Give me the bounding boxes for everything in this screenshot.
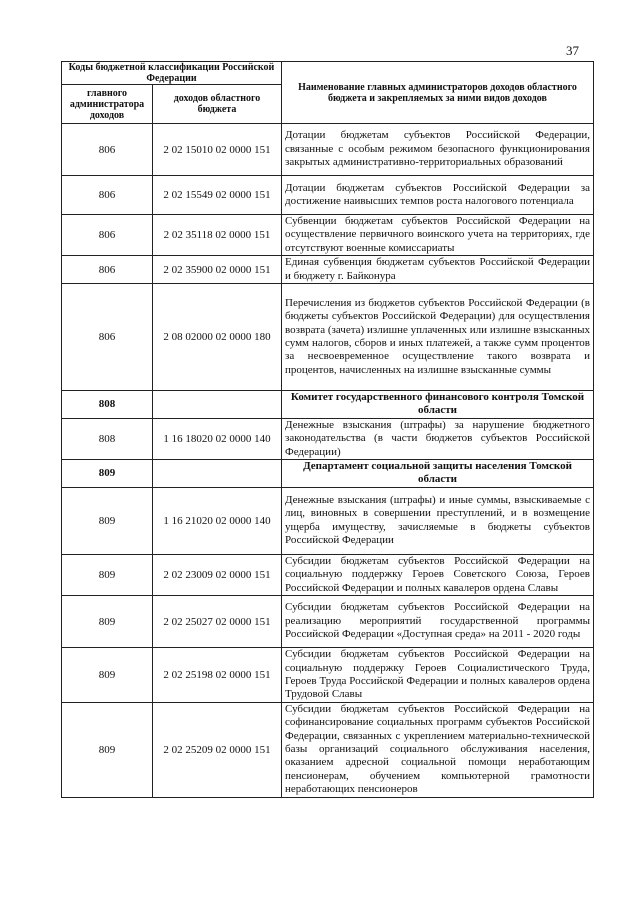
income-code-cell: 1 16 18020 02 0000 140 — [153, 418, 282, 459]
income-code-cell: 1 16 21020 02 0000 140 — [153, 487, 282, 554]
income-description-cell: Субсидии бюджетам субъектов Российской Федерации на софинансирование социальных программ субъектов Российской Федерации, связанных с укреплением материально-технической базы организаций социального обслуживания населения, оказанием адресной социальной помощи неработающим пенсионерам, обучением компьютерной грамотности неработающих пенсионеров — [282, 702, 594, 797]
table-row — [62, 487, 594, 554]
admin-code-cell: 809 — [62, 648, 153, 703]
admin-code-cell: 809 — [62, 702, 153, 797]
income-code-cell: 2 02 25209 02 0000 151 — [153, 702, 282, 797]
admin-code-cell: 809 — [62, 596, 153, 648]
header-codes-group: Коды бюджетной классификации Российской Федерации — [62, 62, 282, 85]
header-income-code: доходов областного бюджета — [153, 85, 282, 124]
admin-code-cell: 809 — [62, 460, 153, 488]
income-code-cell: 2 08 02000 02 0000 180 — [153, 284, 282, 391]
income-code-cell — [153, 391, 282, 419]
income-description-cell: Денежные взыскания (штрафы) за нарушение бюджетного законодательства (в части бюджетов субъектов Российской Федерации) — [282, 418, 594, 459]
income-code-cell — [153, 460, 282, 488]
income-description-cell: Субсидии бюджетам субъектов Российской Федерации на социальную поддержку Героев Советского Союза, Героев Российской Федерации и полных кавалеров ордена Славы — [282, 554, 594, 595]
income-description-cell: Субвенции бюджетам субъектов Российской Федерации на осуществление первичного воинского учета на территориях, где отсутствуют военные комиссариаты — [282, 215, 594, 256]
table-row — [62, 702, 594, 797]
income-code-cell: 2 02 23009 02 0000 151 — [153, 554, 282, 595]
table-row — [62, 176, 594, 215]
header-administrator-name: Наименование главных администраторов доходов областного бюджета и закрепляемых за ними видов доходов — [282, 62, 594, 124]
admin-code-cell: 806 — [62, 284, 153, 391]
income-code-cell: 2 02 15549 02 0000 151 — [153, 176, 282, 215]
admin-code-cell: 809 — [62, 487, 153, 554]
income-description-cell: Денежные взыскания (штрафы) и иные суммы, взыскиваемые с лиц, виновных в совершении преступлений, и в возмещение ущерба имуществу, зачисляемые в бюджеты субъектов Российской Федерации — [282, 487, 594, 554]
income-code-cell: 2 02 35118 02 0000 151 — [153, 215, 282, 256]
income-code-cell: 2 02 15010 02 0000 151 — [153, 124, 282, 176]
income-description-cell: Дотации бюджетам субъектов Российской Федерации за достижение наивысших темпов роста налогового потенциала — [282, 176, 594, 215]
table-row — [62, 284, 594, 391]
income-description-cell: Дотации бюджетам субъектов Российской Федерации, связанные с особым режимом безопасного функционирования закрытых административно-территориальных образований — [282, 124, 594, 176]
table-row — [62, 554, 594, 595]
income-code-cell: 2 02 25027 02 0000 151 — [153, 596, 282, 648]
income-code-cell: 2 02 35900 02 0000 151 — [153, 256, 282, 284]
admin-code-cell: 806 — [62, 256, 153, 284]
income-description-cell: Единая субвенция бюджетам субъектов Российской Федерации и бюджету г. Байконура — [282, 256, 594, 284]
budget-classification-table — [61, 61, 594, 798]
table-row — [62, 460, 594, 488]
admin-code-cell: 809 — [62, 554, 153, 595]
admin-code-cell: 808 — [62, 391, 153, 419]
table-row — [62, 596, 594, 648]
page-number: 37 — [566, 43, 579, 58]
table-row — [62, 648, 594, 703]
income-code-cell: 2 02 25198 02 0000 151 — [153, 648, 282, 703]
admin-code-cell: 806 — [62, 124, 153, 176]
table-row — [62, 124, 594, 176]
table-row — [62, 215, 594, 256]
table-row — [62, 418, 594, 459]
admin-code-cell: 806 — [62, 176, 153, 215]
admin-code-cell: 806 — [62, 215, 153, 256]
table-row — [62, 391, 594, 419]
table-body — [62, 124, 594, 798]
income-description-cell: Субсидии бюджетам субъектов Российской Федерации на социальную поддержку Героев Социалистического Труда, Героев Труда Российской Федерации и полных кавалеров ордена Трудовой Славы — [282, 648, 594, 703]
administrator-title-cell: Департамент социальной защиты населения Томской области — [282, 460, 594, 488]
header-admin-code: главного администратора доходов — [62, 85, 153, 124]
table-row — [62, 256, 594, 284]
administrator-title-cell: Комитет государственного финансового контроля Томской области — [282, 391, 594, 419]
income-description-cell: Субсидии бюджетам субъектов Российской Федерации на реализацию мероприятий государственной программы Российской Федерации «Доступная среда» на 2011 - 2020 годы — [282, 596, 594, 648]
income-description-cell: Перечисления из бюджетов субъектов Российской Федерации (в бюджеты субъектов Российской Федерации) для осуществления возврата (зачета) излишне уплаченных или излишне взысканных сумм налогов, сборов и иных платежей, а также сумм процентов за несвоевременное осуществление такого возврата и процентов, начисленных на излишне взысканные суммы — [282, 284, 594, 391]
admin-code-cell: 808 — [62, 418, 153, 459]
